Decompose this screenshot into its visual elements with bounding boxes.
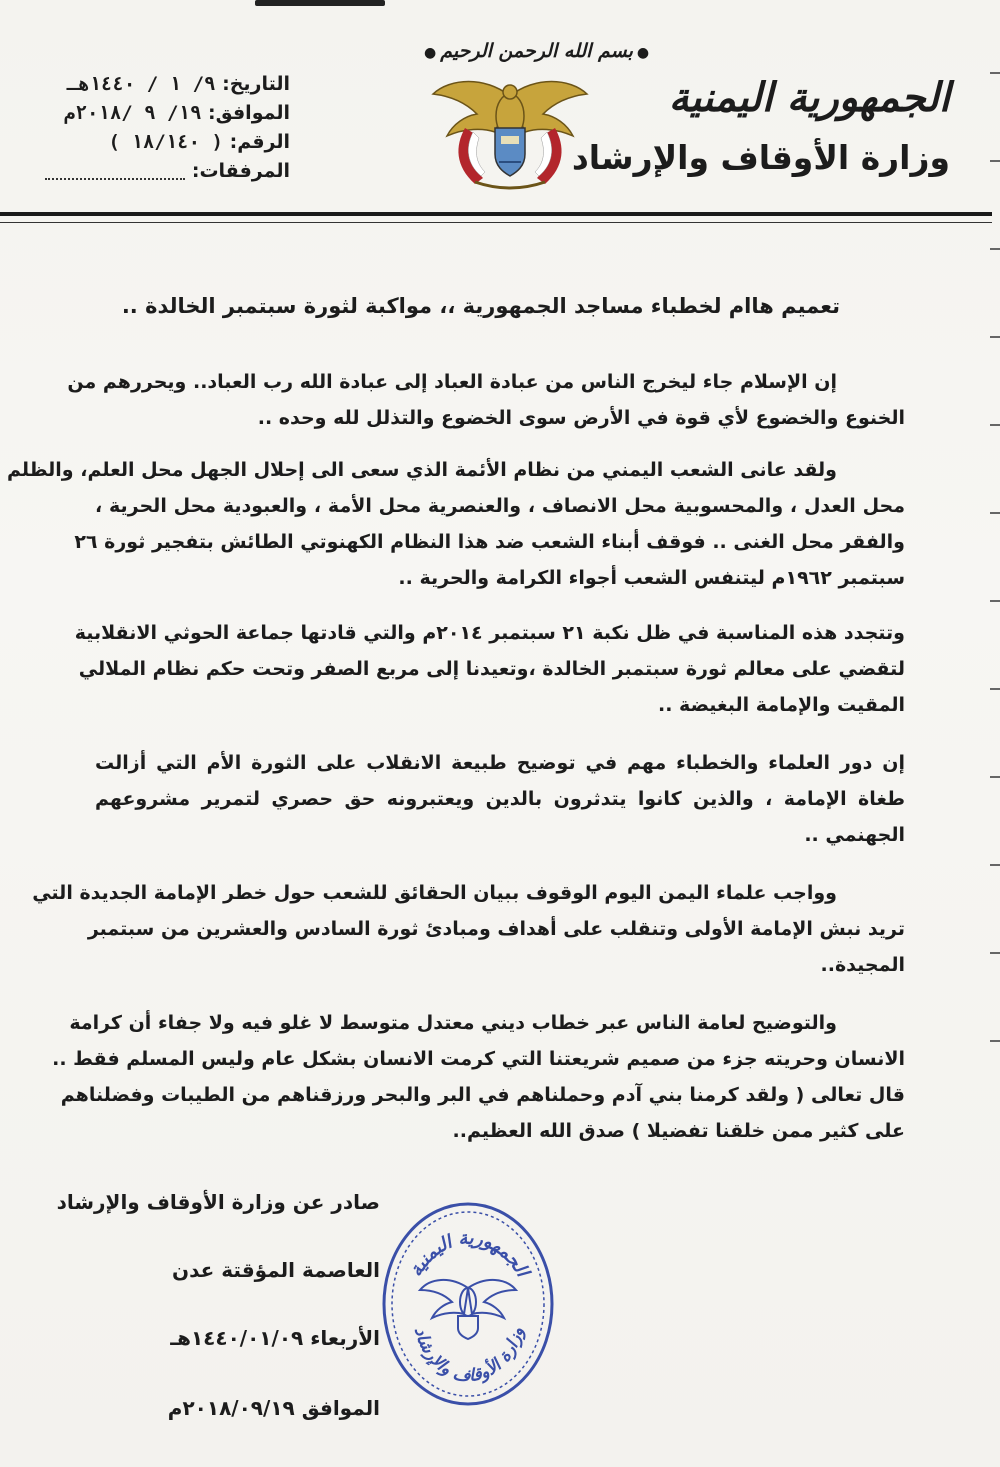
date-label: التاريخ:	[222, 73, 290, 95]
reference-value: ( ١٨/١٤٠ )	[108, 131, 223, 153]
paragraph-2	[6, 452, 905, 596]
stamp-emblem-icon	[420, 1280, 516, 1339]
letterhead-emblem	[420, 40, 650, 196]
text-line: سبتمبر ١٩٦٢م ليتنفس الشعب أجواء الكرامة والحرية ..	[398, 567, 905, 589]
text-line: المقيت والإمامة البغيضة ..	[658, 694, 905, 716]
text-line: على كثير ممن خلقنا تفضيلا ) صدق الله العظيم..	[452, 1120, 905, 1142]
text-line: لتقضي على معالم ثورة سبتمبر الخالدة ،وتعيدنا إلى مربع الصفر وتحت حكم نظام الملالي	[78, 658, 905, 680]
text-line: المجيدة..	[820, 954, 905, 976]
text-line: وتتجدد هذه المناسبة في ظل نكبة ٢١ سبتمبر ٢٠١٤م والتي قادتها جماعة الحوثي الانقلابية	[74, 622, 905, 644]
attachments-blank	[45, 164, 185, 180]
text-line: الانسان وحريته جزء من صميم شريعتنا التي كرمت الانسان بشكل عام وليس المسلم فقط ..	[52, 1048, 905, 1070]
ornament-dot: ●	[424, 45, 437, 61]
corresponding-label: الموافق:	[208, 102, 290, 124]
top-edge-mark	[255, 0, 385, 6]
stamp-bottom-text: وزارة الأوقاف والإرشاد	[409, 1325, 529, 1387]
text-line: طغاة الإمامة ، والذين كانوا يتدثرون بالدين ويعتبرونه حق حصري لتمرير مشروعهم	[95, 788, 905, 810]
basmala	[420, 40, 653, 62]
text-line: وواجب علماء اليمن اليوم الوقوف ببيان الحقائق للشعب حول خطر الإمامة الجديدة التي	[32, 882, 837, 904]
paragraph-4	[95, 745, 905, 853]
national-emblem-icon	[425, 66, 595, 196]
paragraph-6	[52, 1005, 905, 1149]
date-value: ٩/ ١ / ١٤٤٠هـ	[66, 73, 216, 95]
text-line: إن الإسلام جاء ليخرج الناس من عبادة العباد إلى عبادة الله رب العباد.. ويحررهم من	[67, 371, 837, 393]
text-line: قال تعالى ( ولقد كرمنا بني آدم وحملناهم في البر والبحر ورزقناهم من الطيبات وفضلناهم	[60, 1084, 905, 1106]
reference-label: الرقم:	[229, 131, 290, 153]
reference-row	[40, 128, 290, 157]
corresponding-value: ١٩/ ٩ /٢٠١٨م	[64, 102, 202, 124]
corresponding-row	[40, 99, 290, 128]
stamp-top-text: الجمهورية اليمنية	[405, 1227, 533, 1281]
header-divider-thin	[0, 222, 992, 223]
republic-name: الجمهورية اليمنية	[668, 74, 950, 121]
gregorian-date: الموافق ٢٠١٨/٠٩/١٩م	[167, 1396, 380, 1420]
text-line: والفقر محل الغنى .. فوقف أبناء الشعب ضد هذا النظام الكهنوتي الطائش بتفجير ثورة ٢٦	[74, 531, 905, 553]
paragraph-3	[74, 615, 905, 723]
attachments-row	[40, 157, 290, 186]
text-line: الجهنمي ..	[804, 824, 905, 846]
official-stamp	[378, 1196, 558, 1406]
ornament-dot: ●	[636, 45, 650, 61]
text-line: محل العدل ، والمحسوبية محل الانصاف ، والعنصرية محل الأمة ، والعبودية محل الحرية ،	[95, 495, 905, 517]
hijri-date: الأربعاء ١٤٤٠/٠١/٠٩هـ	[170, 1326, 380, 1350]
issued-by: صادر عن وزارة الأوقاف والإرشاد	[56, 1190, 380, 1214]
letterhead-ministry	[571, 70, 950, 182]
basmala-text: بسم الله الرحمن الرحيم	[440, 40, 633, 62]
text-line: الخنوع والخضوع لأي قوة في الأرض سوى الخضوع والتذلل لله وحده ..	[257, 407, 905, 429]
text-line: ولقد عانى الشعب اليمني من نظام الأئمة الذي سعى الى إحلال الجهل محل العلم، والظلم	[6, 459, 837, 481]
ministry-name: وزارة الأوقاف والإرشاد	[571, 138, 950, 177]
date-row	[40, 70, 290, 99]
edge-ruler	[984, 0, 1000, 1467]
letter-metadata	[40, 70, 290, 186]
capital-city: العاصمة المؤقتة عدن	[172, 1258, 380, 1282]
attachments-label: المرفقات:	[191, 160, 290, 182]
letter-title: تعميم هاام لخطباء مساجد الجمهورية ،، مواكبة لثورة سبتمبر الخالدة ..	[121, 294, 840, 318]
text-line: تريد نبش الإمامة الأولى وتنقلب على أهداف ومبادئ ثورة السادس والعشرين من سبتمبر	[87, 918, 905, 940]
text-line: إن دور العلماء والخطباء مهم في توضيح طبيعة الانقلاب على الثورة الأم التي أزالت	[95, 752, 905, 774]
header-divider	[0, 212, 992, 216]
paragraph-5	[32, 875, 905, 983]
paragraph-1	[67, 364, 905, 436]
text-line: والتوضيح لعامة الناس عبر خطاب ديني معتدل متوسط لا غلو فيه ولا جفاء أن كرامة	[69, 1012, 837, 1034]
